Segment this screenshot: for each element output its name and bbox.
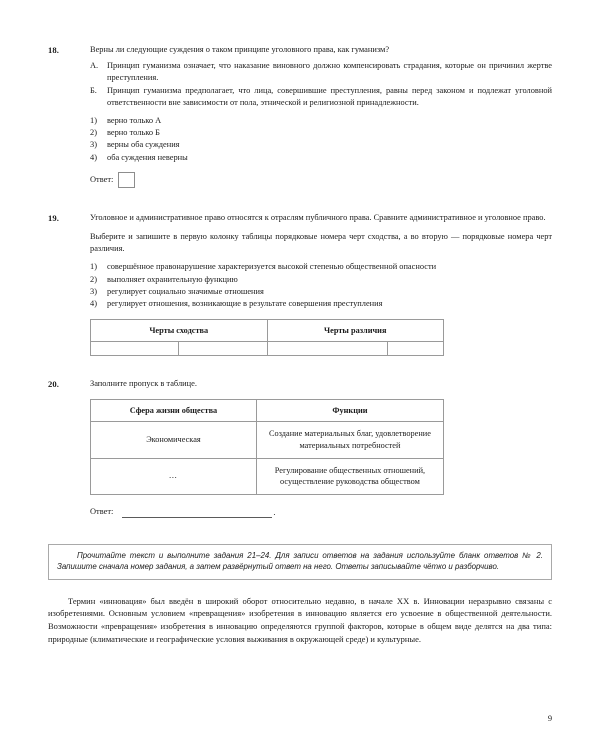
statement-b — [90, 85, 552, 109]
comparison-blank-cell-2[interactable] — [179, 342, 267, 356]
question-19-stem: Уголовное и административное право относятся к отраслям публичного права. Сравните административное и уголовное право. — [90, 212, 546, 222]
feature-4-marker: 4) — [90, 299, 97, 309]
statement-a-marker: А. — [90, 61, 99, 71]
question-18-statements — [90, 60, 552, 109]
option-3-text: верны оба суждения — [107, 140, 180, 150]
comparison-header-differences: Черты различия — [267, 320, 444, 342]
table-row — [91, 422, 444, 458]
feature-4-text: регулирует отношения, возникающие в результате совершения преступления — [107, 299, 383, 309]
statement-a-text: Принцип гуманизма означает, что наказание виновного должно компенсировать страдания, которые он причинил жертве преступления. — [107, 61, 552, 83]
question-18-options — [90, 115, 552, 164]
comparison-header-similarities: Черты сходства — [91, 320, 268, 342]
feature-2[interactable] — [90, 274, 552, 286]
sphere-table-header-row — [91, 400, 444, 422]
functions-cell-economic: Создание материальных благ, удовлетворение материальных потребностей — [256, 422, 443, 458]
comparison-table-header-row — [91, 320, 444, 342]
sphere-table-header-functions: Функции — [256, 400, 443, 422]
question-20 — [48, 378, 552, 518]
question-18-answer-box[interactable] — [118, 172, 135, 188]
question-19-number: 19. — [48, 212, 60, 223]
instruction-box — [48, 544, 552, 580]
page-number: 9 — [547, 714, 552, 723]
comparison-blank-cell-4[interactable] — [387, 342, 443, 356]
sphere-table-header-sphere: Сфера жизни общества — [91, 400, 257, 422]
option-3-marker: 3) — [90, 140, 97, 150]
question-20-answer-label: Ответ: — [90, 506, 114, 516]
sphere-cell-blank[interactable]: … — [91, 458, 257, 494]
question-18-answer-label: Ответ: — [90, 174, 114, 184]
statement-b-marker: Б. — [90, 85, 97, 95]
question-20-answer-row — [90, 506, 552, 518]
option-3[interactable] — [90, 139, 552, 151]
sphere-cell-economic: Экономическая — [91, 422, 257, 458]
option-4-marker: 4) — [90, 152, 97, 162]
option-4-text: оба суждения неверны — [107, 152, 188, 162]
feature-1[interactable] — [90, 261, 552, 273]
statement-a — [90, 60, 552, 84]
question-20-answer-punctuation: . — [273, 508, 276, 518]
comparison-table — [90, 319, 444, 356]
option-2-text: верно только Б — [107, 128, 160, 138]
feature-4[interactable] — [90, 298, 552, 310]
feature-2-marker: 2) — [90, 274, 97, 284]
option-1-marker: 1) — [90, 116, 97, 126]
option-1[interactable] — [90, 115, 552, 127]
feature-3[interactable] — [90, 286, 552, 298]
question-19 — [48, 212, 552, 356]
question-20-number: 20. — [48, 379, 60, 390]
question-18-number: 18. — [48, 45, 60, 55]
question-18-answer-row — [90, 172, 552, 188]
option-2-marker: 2) — [90, 128, 97, 138]
comparison-blank-cell-1[interactable] — [91, 342, 179, 356]
option-4[interactable] — [90, 152, 552, 164]
question-19-body — [90, 212, 552, 356]
feature-3-marker: 3) — [90, 286, 97, 296]
functions-cell-political: Регулирование общественных отношений, осуществление руководства обществом — [256, 458, 443, 494]
feature-3-text: регулирует социально значимые отношения — [107, 286, 264, 296]
feature-2-text: выполняет охранительную функцию — [107, 274, 238, 284]
option-2[interactable] — [90, 127, 552, 139]
question-18-body — [90, 44, 552, 188]
sphere-functions-table — [90, 399, 444, 494]
question-18-stem: Верны ли следующие суждения о таком принципе уголовного права, как гуманизм? — [90, 45, 390, 54]
feature-1-marker: 1) — [90, 262, 97, 272]
question-20-stem: Заполните пропуск в таблице. — [90, 379, 197, 389]
table-row — [91, 458, 444, 494]
question-19-instruction: Выберите и запишите в первую колонку таблицы порядковые номера черт сходства, а во вторую — порядковые номера черт различия. — [90, 232, 552, 254]
comparison-table-blank-row — [91, 342, 444, 356]
reading-passage: Термин «инновация» был введён в широкий оборот относительно недавно, в начале XX в. Инновации неразрывно связаны с изобретениями. Основным условием «превращения» изобретения в инновацию является его усвоение в общественной деятельности. Возможности «превращения» изобретения в инновацию определяются группой факторов, которые в общем виде делятся на два типа: природные (климатические и географические условия выживания в окружающей среде) и культурные. — [48, 595, 552, 644]
question-19-options — [90, 261, 552, 310]
question-20-answer-input[interactable] — [122, 508, 272, 518]
feature-1-text: совершённое правонарушение характеризуется высокой степенью общественной опасности — [107, 262, 437, 272]
instruction-box-text: Прочитайте текст и выполните задания 21–24. Для записи ответов на задания используйте бланк ответов № 2. Запишите сначала номер задания, а затем развёрнутый ответ на него. Ответы записывайте чётко и разборчиво. — [57, 551, 543, 572]
comparison-blank-cell-3[interactable] — [267, 342, 387, 356]
question-18 — [48, 44, 552, 188]
option-1-text: верно только А — [107, 116, 162, 126]
statement-b-text: Принцип гуманизма предполагает, что лица, совершившие преступления, равны перед законом и подлежат уголовной ответственности вне зависимости от пола, этнической и религиозной принадлежности. — [107, 85, 552, 107]
question-20-body — [90, 378, 552, 518]
